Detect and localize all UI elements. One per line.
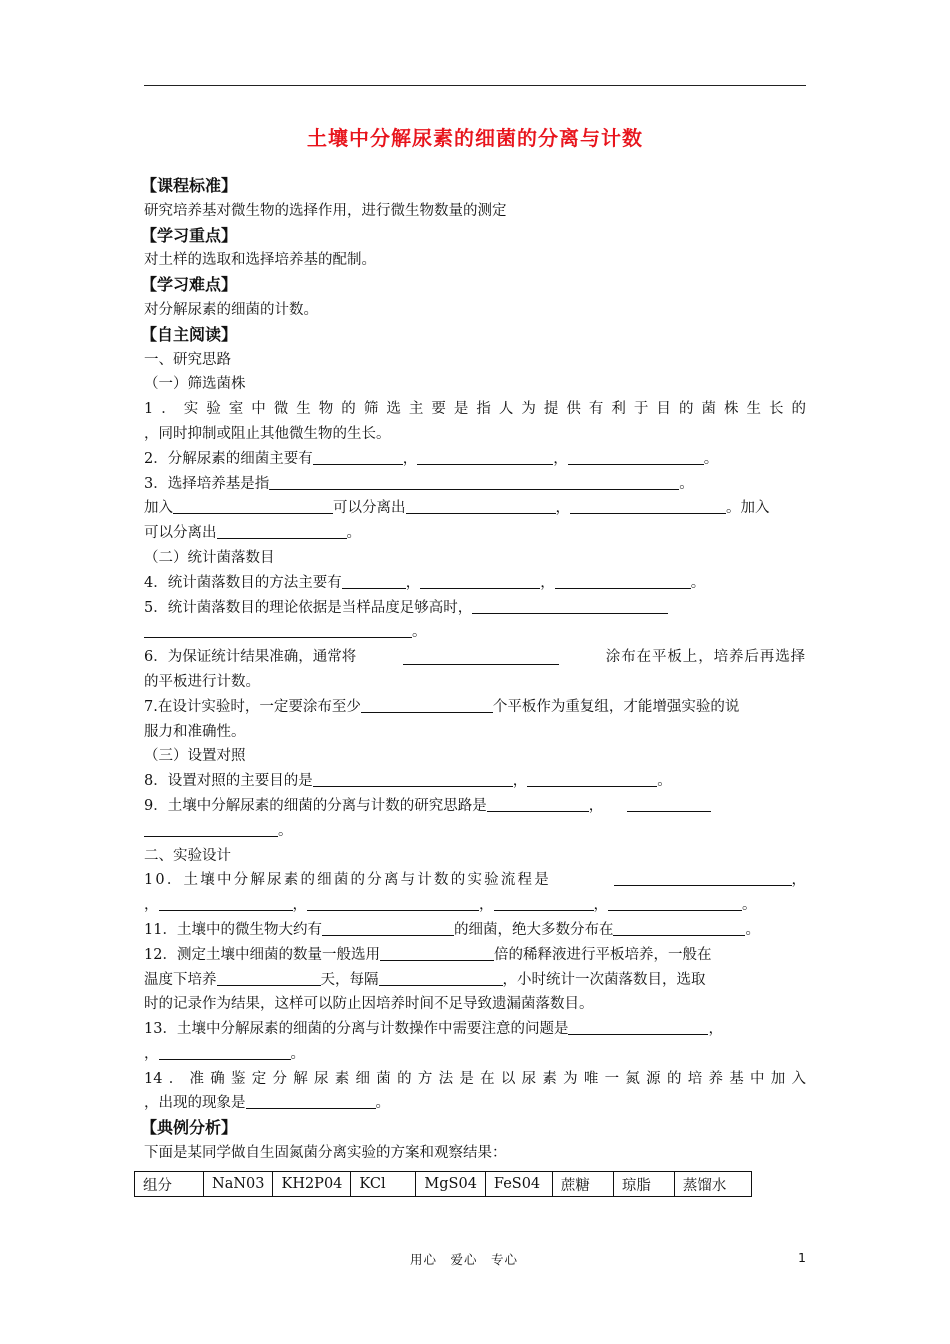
text: 的细菌，绝大多数分布在: [453, 921, 614, 938]
comma: ，: [588, 797, 604, 814]
answer-blank[interactable]: [307, 895, 479, 911]
text: 个平板作为重复组，才能增强实验的说: [492, 698, 740, 715]
answer-blank[interactable]: [487, 796, 589, 812]
footer-motto: 用心 爱心 专心: [409, 1252, 518, 1267]
text: 12．测定土壤中细菌的数量一般选用: [144, 946, 380, 963]
section-heading-example: 【典例分析】: [141, 1118, 238, 1138]
answer-blank[interactable]: [246, 1093, 376, 1109]
text: 涂布在平板上，培养后再选择: [605, 649, 806, 666]
text: ，小时统计一次菌落数目，选取: [502, 971, 706, 988]
curriculum-text: 研究培养基对微生物的选择作用，进行微生物数量的测定: [144, 202, 507, 219]
difficulty-text: 对分解尿素的细菌的计数。: [144, 301, 318, 318]
answer-blank[interactable]: [144, 622, 412, 638]
period: 。: [290, 1045, 305, 1062]
comma: ，: [144, 897, 159, 914]
question-3: [144, 472, 806, 497]
text: ，出现的现象是: [144, 1095, 246, 1112]
answer-blank[interactable]: [361, 697, 493, 713]
question-4-text: 4．统计菌落数目的方法主要有: [144, 574, 342, 591]
table-cell: 蒸馏水: [674, 1172, 751, 1197]
answer-blank[interactable]: [313, 449, 403, 465]
worksheet-body: [141, 174, 806, 1166]
table-cell: 组分: [135, 1172, 204, 1197]
table-cell: NaN03: [204, 1172, 273, 1197]
question-9: [144, 794, 806, 819]
answer-blank[interactable]: [494, 895, 594, 911]
answer-blank[interactable]: [420, 573, 540, 589]
example-text: 下面是某同学做自生固氮菌分离实验的方案和观察结果：: [144, 1145, 507, 1162]
period: 。: [412, 624, 427, 641]
answer-blank[interactable]: [379, 970, 503, 986]
question-12: [144, 943, 806, 968]
question-2-text: 2．分解尿素的细菌主要有: [144, 450, 313, 467]
comma: ，: [708, 1021, 723, 1038]
question-9-line-2: [144, 819, 806, 844]
page-title: 土壤中分解尿素的细菌的分离与计数: [307, 126, 643, 150]
section-heading-curriculum: 【课程标准】: [141, 176, 238, 195]
question-3-line-2: [144, 496, 806, 521]
text: 11．土壤中的微生物大约有: [144, 921, 322, 938]
period: 。: [745, 921, 760, 938]
question-10-text: 10．土壤中分解尿素的细菌的分离与计数的实验流程是: [144, 872, 551, 889]
comma: ，: [292, 897, 307, 914]
period: 。: [703, 450, 719, 467]
question-7: [144, 695, 806, 720]
subheading-count: （二）统计菌落数目: [144, 549, 275, 566]
section-heading-reading: 【自主阅读】: [141, 324, 238, 344]
answer-blank[interactable]: [568, 1019, 708, 1035]
question-6: [144, 645, 806, 670]
question-8-text: 8．设置对照的主要目的是: [144, 773, 313, 790]
answer-blank[interactable]: [322, 920, 454, 936]
period: 。: [690, 574, 706, 591]
text: 6．为保证统计结果准确，通常将: [144, 649, 357, 666]
section-heading-difficulty: 【学习难点】: [141, 275, 238, 295]
text: 7.在设计实验时，一定要涂布至少: [144, 698, 361, 715]
question-13-line-2: [144, 1042, 806, 1067]
composition-table: [134, 1171, 752, 1197]
table-cell: 蔗糖: [552, 1172, 613, 1197]
answer-blank[interactable]: [570, 498, 726, 514]
part-heading-research: 一、研究思路: [144, 351, 231, 368]
comma: ，: [405, 574, 421, 591]
question-14-line-2: [144, 1091, 806, 1116]
comma: ，: [553, 450, 568, 467]
comma: ，: [402, 450, 418, 467]
answer-blank[interactable]: [342, 573, 406, 589]
text: 倍的稀释液进行平板培养，一般在: [493, 946, 712, 963]
question-5: [144, 596, 806, 621]
question-5-text: 5．统计菌落数目的理论依据是当样品度足够高时，: [144, 599, 473, 616]
text: 天，每隔: [320, 971, 379, 988]
question-2: [144, 447, 806, 472]
text: 加入: [144, 500, 173, 517]
answer-blank[interactable]: [217, 523, 347, 539]
answer-blank[interactable]: [217, 970, 321, 986]
text: 温度下培养: [144, 971, 217, 988]
answer-blank[interactable]: [555, 573, 691, 589]
comma: ，: [593, 897, 608, 914]
answer-blank[interactable]: [159, 895, 293, 911]
header-rule: [144, 85, 806, 86]
key-points-text: 对土样的选取和选择培养基的配制。: [144, 252, 376, 269]
answer-blank[interactable]: [472, 598, 668, 614]
table-cell: KH2P04: [273, 1172, 351, 1197]
comma: ，: [555, 500, 570, 517]
comma: ，: [479, 897, 494, 914]
table-cell: FeS04: [485, 1172, 552, 1197]
comma: ，: [540, 574, 555, 591]
question-8: [144, 769, 806, 794]
question-3-line-3: [144, 521, 806, 546]
text: 可以分离出: [333, 500, 406, 517]
table-row: [135, 1172, 752, 1197]
table-cell: MgS04: [416, 1172, 486, 1197]
answer-blank[interactable]: [380, 945, 494, 961]
question-11: [144, 918, 806, 943]
page-number: 1: [798, 1250, 806, 1265]
text: 。加入: [726, 500, 770, 517]
answer-blank[interactable]: [417, 449, 553, 465]
question-10: [144, 868, 806, 893]
answer-blank[interactable]: [614, 870, 792, 886]
period: 。: [679, 475, 694, 492]
subheading-control: （三）设置对照: [144, 748, 246, 765]
question-1-line-2: ，同时抑制或阻止其他微生物的生长。: [144, 425, 391, 442]
question-13-text: 13．土壤中分解尿素的细菌的分离与计数操作中需要注意的问题是: [144, 1021, 569, 1038]
answer-blank[interactable]: [159, 1044, 291, 1060]
answer-blank[interactable]: [568, 449, 704, 465]
question-1-line-1: 1．实验室中微生物的筛选主要是指人为提供有利于目的菌株生长的: [144, 401, 806, 418]
table-cell: 琼脂: [613, 1172, 674, 1197]
subheading-screening: （一）筛选菌株: [144, 376, 246, 393]
question-13: [144, 1017, 806, 1042]
period: 。: [657, 773, 672, 790]
answer-blank[interactable]: [613, 920, 745, 936]
answer-blank[interactable]: [406, 498, 556, 514]
part-heading-design: 二、实验设计: [144, 847, 231, 864]
text: 可以分离出: [144, 525, 217, 542]
period: 。: [346, 525, 361, 542]
answer-blank[interactable]: [144, 821, 278, 837]
period: 。: [742, 897, 757, 914]
question-14: 14．准确鉴定分解尿素细菌的方法是在以尿素为唯一氮源的培养基中加入: [144, 1070, 806, 1087]
period: 。: [278, 822, 293, 839]
comma: ，: [791, 872, 806, 889]
question-12-line-2: [144, 968, 806, 993]
question-3-text: 3．选择培养基是指: [144, 475, 270, 492]
question-6-line-2: 的平板进行计数。: [144, 673, 260, 690]
question-12-line-3: 时的记录作为结果，这样可以防止因培养时间不足导致遗漏菌落数目。: [144, 996, 594, 1013]
answer-blank[interactable]: [627, 796, 711, 812]
answer-blank[interactable]: [313, 771, 513, 787]
question-5-line-2: [144, 620, 806, 645]
answer-blank[interactable]: [173, 498, 333, 514]
answer-blank[interactable]: [269, 474, 679, 490]
question-4: [144, 571, 806, 596]
comma: ，: [512, 773, 528, 790]
section-heading-key-points: 【学习重点】: [141, 225, 238, 245]
table-cell: KCl: [351, 1172, 416, 1197]
answer-blank[interactable]: [527, 771, 657, 787]
question-9-text: 9．土壤中分解尿素的细菌的分离与计数的研究思路是: [144, 797, 487, 814]
period: 。: [375, 1095, 390, 1112]
answer-blank[interactable]: [608, 895, 742, 911]
comma: ，: [144, 1045, 159, 1062]
answer-blank[interactable]: [403, 649, 559, 665]
question-10-line-2: [144, 893, 806, 918]
question-7-line-2: 服力和准确性。: [144, 723, 246, 740]
